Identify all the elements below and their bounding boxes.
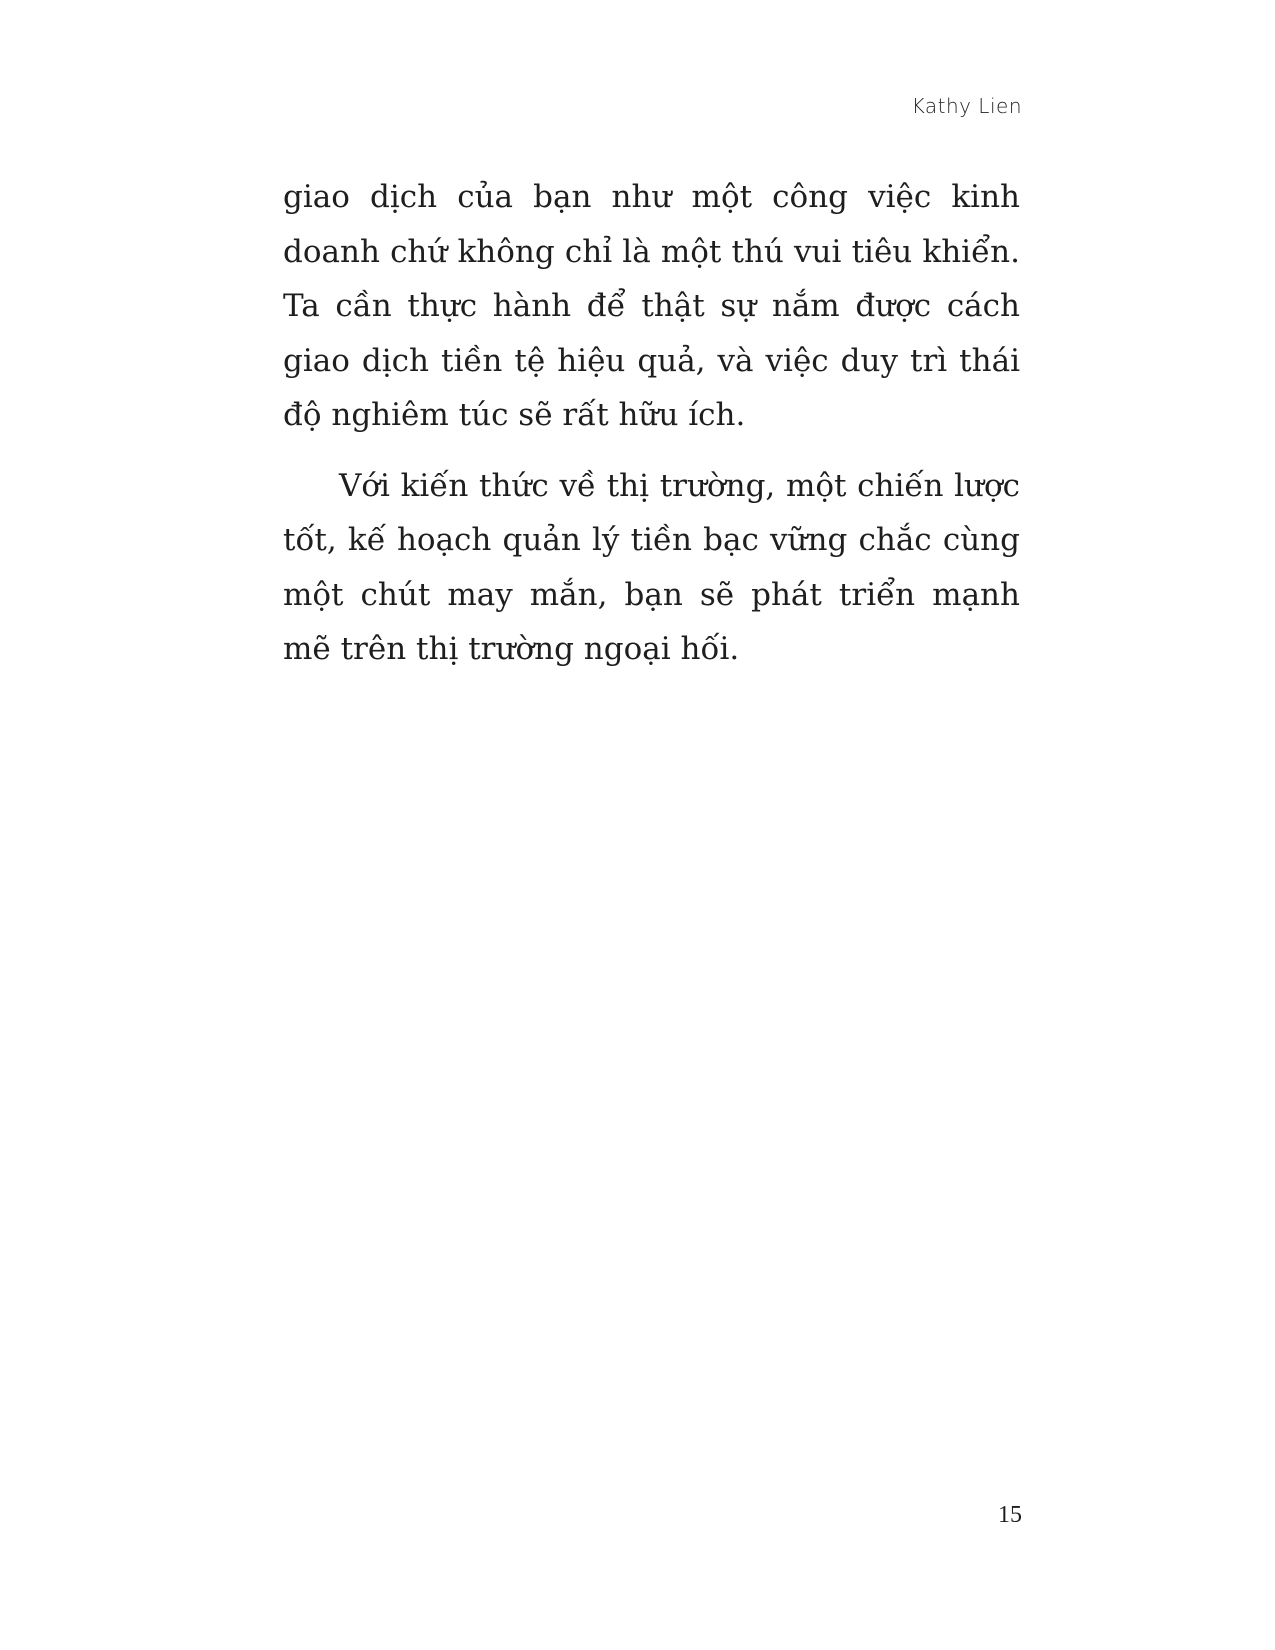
page-number: 15 [998,1502,1022,1528]
body-text [283,170,1020,677]
paragraph-continued: giao dịch của bạn như một công việc kinh doanh chứ không chỉ là một thú vui tiêu khiển. Ta cần thực hành để thật sự nắm được cách giao dịch tiền tệ hiệu quả, và việc duy trì thái độ nghiêm túc sẽ rất hữu ích. [283,179,1020,433]
paragraph: Với kiến thức về thị trường, một chiến lược tốt, kế hoạch quản lý tiền bạc vững chắc cùng một chút may mắn, bạn sẽ phát triển mạnh mẽ trên thị trường ngoại hối. [283,467,1020,667]
running-header-author: Kathy Lien [911,94,1022,118]
